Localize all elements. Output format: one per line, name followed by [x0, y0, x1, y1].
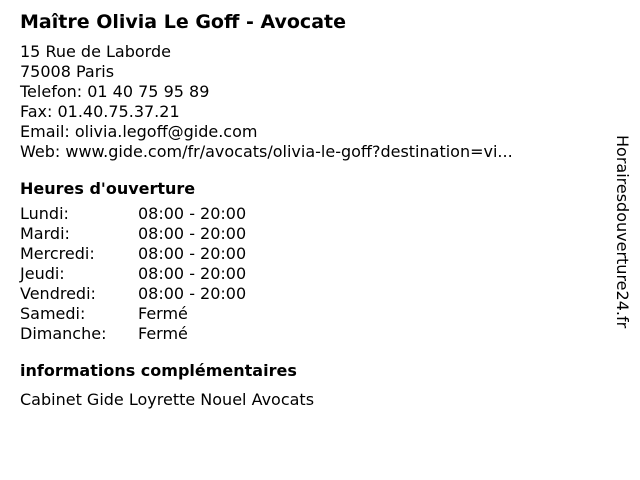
additional-info-text: Cabinet Gide Loyrette Nouel Avocats	[20, 390, 315, 409]
address-city: 75008 Paris	[20, 62, 115, 81]
hours-row-saturday	[20, 304, 600, 324]
site-watermark: Horairesdouverture24.fr	[613, 135, 632, 329]
hours-time: Fermé	[138, 304, 188, 323]
hours-day-label: Mardi:	[20, 224, 70, 243]
hours-time: Fermé	[138, 324, 188, 343]
fax-number: Fax: 01.40.75.37.21	[20, 102, 180, 121]
opening-hours-list	[20, 204, 600, 344]
hours-day-label: Lundi:	[20, 204, 69, 223]
additional-info-heading: informations complémentaires	[20, 361, 297, 380]
phone-number: Telefon: 01 40 75 95 89	[20, 82, 210, 101]
hours-day-label: Jeudi:	[20, 264, 65, 283]
hours-time: 08:00 - 20:00	[138, 264, 247, 283]
business-title: Maître Olivia Le Goff - Avocate	[20, 11, 346, 33]
hours-day-label: Vendredi:	[20, 284, 96, 303]
hours-row-friday	[20, 284, 600, 304]
email-address: Email: olivia.legoff@gide.com	[20, 122, 258, 141]
hours-time: 08:00 - 20:00	[138, 204, 247, 223]
opening-hours-heading: Heures d'ouverture	[20, 179, 196, 198]
hours-row-monday	[20, 204, 600, 224]
hours-time: 08:00 - 20:00	[138, 244, 247, 263]
hours-row-tuesday	[20, 224, 600, 244]
business-card	[20, 8, 600, 410]
hours-day-label: Dimanche:	[20, 324, 107, 343]
hours-day-label: Mercredi:	[20, 244, 95, 263]
hours-day-label: Samedi:	[20, 304, 86, 323]
website-url: Web: www.gide.com/fr/avocats/olivia-le-goff?destination=vi...	[20, 142, 513, 161]
address-street: 15 Rue de Laborde	[20, 42, 171, 61]
contact-block	[20, 42, 600, 162]
hours-row-sunday	[20, 324, 600, 344]
hours-row-wednesday	[20, 244, 600, 264]
hours-time: 08:00 - 20:00	[138, 284, 247, 303]
hours-time: 08:00 - 20:00	[138, 224, 247, 243]
hours-row-thursday	[20, 264, 600, 284]
